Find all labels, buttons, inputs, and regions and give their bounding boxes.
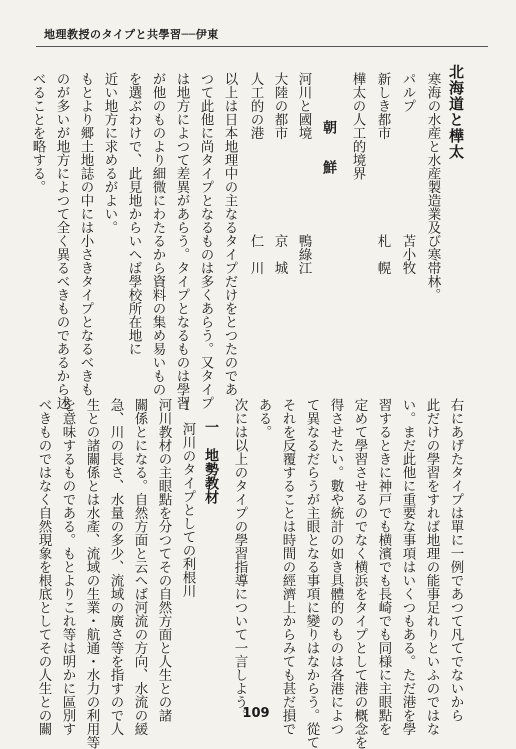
- item-number: 1.: [179, 398, 195, 428]
- item-col-3: 關係とになる。自然方面と云へば河流の方向、水流の緩: [131, 398, 148, 736]
- section-heading-korea: 朝 鮮: [321, 120, 337, 180]
- upper-col-11: が他のものより細微にわたるから資料の集め易いもの: [149, 72, 166, 396]
- upper-col-6: 大陸の都市 京 城: [271, 72, 288, 275]
- lower-col-9: ある。: [255, 398, 272, 439]
- running-header: 地理教授のタイプと共學習──伊東: [44, 28, 219, 41]
- lower-col-3: い。まだ此他に重要な事項はいくつもある。ただ港を學: [399, 398, 416, 736]
- upper-col-5: 河川と國境 鴨綠江: [295, 72, 312, 275]
- lower-col-6: 得させたい。數や統計の如き具體的のものは各港によつ: [327, 398, 344, 736]
- lower-col-1: 右にあげたタイプは單に一例であつて凡てでないから: [447, 398, 464, 722]
- upper-col-2: パルプ 苫小牧: [399, 72, 416, 275]
- lower-col-5: 定めて學習させるのでなく横浜をタイプとして港の概念を: [351, 398, 368, 749]
- lower-col-4: 習するときに神戸でも横濱でも長崎でも同様に主眼點を: [375, 398, 392, 736]
- item-col-7: べきものではなく自然現象を根底としてその人生との關: [35, 398, 52, 736]
- lower-col-2: 此だけの學習をすれば地理の能事足れりといふのではな: [423, 398, 440, 736]
- section-heading-landform: 一 地勢教材: [203, 420, 219, 504]
- header-divider: [36, 46, 488, 47]
- upper-col-12: を選ぶわけで、此見地からいへば學校所在地に: [125, 72, 142, 356]
- lower-col-7: て異なるだらうが主眼となる事項に變りはなからう。從て: [303, 398, 320, 749]
- upper-col-8: 以上は日本地理中の主なるタイプだけをとつたのであ: [221, 72, 238, 396]
- lower-col-10: 次には以上のタイプの學習指導について一言しよう。: [231, 398, 248, 722]
- upper-col-13: 近い地方に求めるがよい。: [101, 72, 118, 234]
- item-col-1: 河川のタイプとしての利根川: [179, 422, 196, 598]
- page-number: 109: [242, 706, 270, 721]
- upper-col-7: 人工的の港 仁 川: [247, 72, 264, 275]
- item-col-6: を意味するものである。もとよりこれ等は明かに區別す: [59, 398, 76, 736]
- item-col-5: 生との諸關係とは水產、流域の生業・航通・水力の利用等: [83, 398, 100, 749]
- item-col-2: 河川教材の主眼點を分つてその自然方面と人生との諸: [155, 398, 172, 722]
- upper-col-10: は地方によつて差異があらう。タイプとなるものは學習: [173, 72, 190, 410]
- upper-col-14: もとより郷土地誌の中には小さきタイプとなるべきも: [77, 72, 94, 396]
- upper-col-9: つて此他に尚タイプとなるものは多くあらう。又タイプ: [197, 72, 214, 410]
- upper-col-1: 寒海の水産と水産製造業及び寒帯林。: [424, 72, 441, 302]
- item-col-4: 急、川の長さ、水量の多少、流域の廣さ等を指すので人: [107, 398, 124, 736]
- upper-col-15: のが多いが地方によつて全く異るべきものであるから述: [53, 72, 70, 410]
- section-heading-hokkaido: 北海道と樺太: [447, 64, 465, 160]
- upper-col-4: 樺太の人工的境界: [349, 72, 366, 180]
- upper-col-16: べることを略する。: [29, 72, 46, 194]
- upper-col-3: 新しき都市 札 幌: [374, 72, 391, 275]
- lower-col-8: それを反覆することは時間の經濟上からみても甚だ損で: [279, 398, 296, 736]
